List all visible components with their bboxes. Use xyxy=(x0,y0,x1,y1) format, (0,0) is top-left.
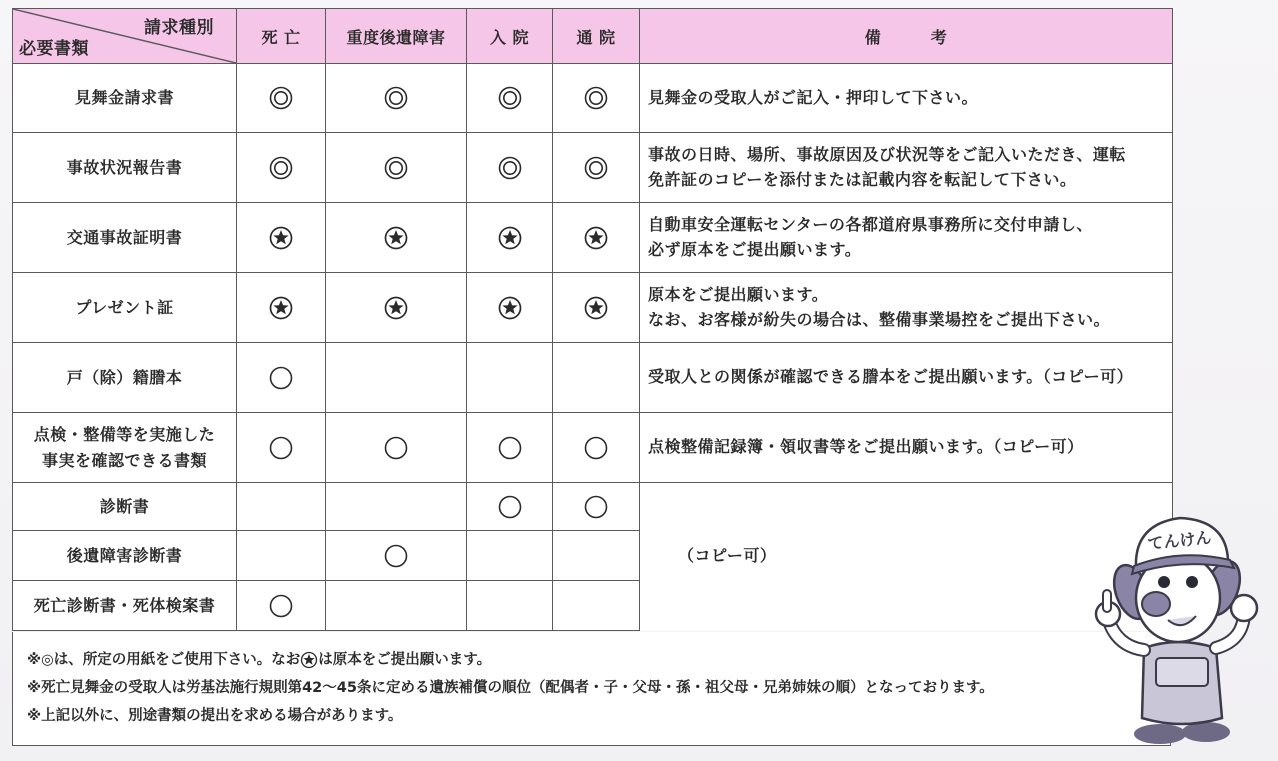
star-circle-icon xyxy=(498,296,522,320)
star-circle-icon xyxy=(584,296,608,320)
remark-text: 免許証のコピーを添付または記載内容を転記して下さい。 xyxy=(648,169,1077,189)
document-name: 戸（除）籍謄本 xyxy=(66,367,183,387)
remarks-cell xyxy=(640,413,1173,483)
table-header-row xyxy=(13,9,1173,64)
footer-note-1: ※◎は、所定の用紙をご使用下さい。なお は原本をご提出願います。 xyxy=(27,652,492,668)
document-name: 事故状況報告書 xyxy=(66,157,183,177)
star-circle-icon xyxy=(384,296,408,320)
circle-icon xyxy=(498,495,522,519)
circle-icon xyxy=(269,594,293,618)
document-name: 交通事故証明書 xyxy=(66,227,183,247)
requirement-mark-cell xyxy=(553,64,640,133)
requirement-mark-cell xyxy=(326,203,467,273)
col-death: 死 亡 xyxy=(237,9,326,64)
double-circle-icon xyxy=(584,156,608,180)
star-circle-icon xyxy=(498,226,522,250)
required-docs-label: 必要書類 xyxy=(19,39,89,59)
requirement-mark-cell xyxy=(326,483,467,531)
double-circle-icon xyxy=(384,156,408,180)
circle-icon xyxy=(384,544,408,568)
remarks-cell xyxy=(640,343,1173,413)
requirement-mark-cell xyxy=(237,64,326,133)
document-name: 後遺障害診断書 xyxy=(66,545,183,565)
requirement-mark-cell xyxy=(237,581,326,631)
remarks-cell xyxy=(640,203,1173,273)
remarks-cell xyxy=(640,133,1173,203)
document-name: 死亡診断書・死体検案書 xyxy=(33,595,216,615)
document-name: 点検・整備等を実施した xyxy=(33,424,216,444)
document-name-cell xyxy=(13,343,237,413)
remark-text: 受取人との関係が確認できる謄本をご提出願います。（コピー可） xyxy=(648,367,1134,387)
requirement-mark-cell xyxy=(553,343,640,413)
double-circle-icon xyxy=(498,156,522,180)
remarks-cell xyxy=(640,273,1173,343)
remark-text: 点検整備記録簿・領収書等をご提出願います。（コピー可） xyxy=(648,437,1084,457)
requirement-mark-cell xyxy=(467,413,553,483)
requirement-mark-cell xyxy=(553,413,640,483)
document-name: 診断書 xyxy=(99,496,150,516)
footer-note-2: ※死亡見舞金の受取人は労基法施行規則第42～45条に定める遺族補償の順位（配偶者・子・父母・孫・祖父母・兄弟姉妹の順）となっております。 xyxy=(27,680,994,696)
double-circle-icon xyxy=(498,86,522,110)
remark-text: なお、お客様が紛失の場合は、整備事業場控をご提出下さい。 xyxy=(648,309,1111,329)
remark-text: 見舞金の受取人がご記入・押印して下さい。 xyxy=(648,87,979,107)
footer-notes xyxy=(12,632,1171,746)
requirement-mark-cell xyxy=(326,343,467,413)
star-circle-icon xyxy=(300,651,318,669)
requirement-mark-cell xyxy=(237,531,326,581)
document-name-cell xyxy=(13,203,237,273)
circle-icon xyxy=(384,436,408,460)
circle-icon xyxy=(269,366,293,390)
remark-text: 自動車安全運転センターの各都道府県事務所に交付申請し、 xyxy=(648,214,1093,234)
requirement-mark-cell xyxy=(467,203,553,273)
required-documents-table xyxy=(12,8,1173,631)
document-name-cell xyxy=(13,133,237,203)
requirement-mark-cell xyxy=(237,343,326,413)
col-hospitalization: 入 院 xyxy=(467,9,553,64)
requirement-mark-cell xyxy=(553,531,640,581)
requirement-mark-cell xyxy=(326,531,467,581)
requirement-mark-cell xyxy=(467,273,553,343)
requirement-mark-cell xyxy=(553,581,640,631)
requirement-mark-cell xyxy=(237,483,326,531)
requirement-mark-cell xyxy=(467,343,553,413)
col-outpatient: 通 院 xyxy=(553,9,640,64)
col-remarks: 備 考 xyxy=(640,9,1173,64)
document-name-cell xyxy=(13,64,237,133)
requirement-mark-cell xyxy=(467,483,553,531)
document-name-cell xyxy=(13,273,237,343)
table-row xyxy=(13,203,1173,273)
requirement-mark-cell xyxy=(467,64,553,133)
table-row xyxy=(13,273,1173,343)
requirement-mark-cell xyxy=(326,413,467,483)
shared-remarks-cell xyxy=(640,483,1173,631)
requirement-mark-cell xyxy=(237,273,326,343)
circle-icon xyxy=(584,495,608,519)
requirement-mark-cell xyxy=(326,581,467,631)
table-row xyxy=(13,343,1173,413)
star-circle-icon xyxy=(269,296,293,320)
requirement-mark-cell xyxy=(237,203,326,273)
col-severe-disability: 重度後遺障害 xyxy=(326,9,467,64)
remark-text: （コピー可） xyxy=(678,546,777,566)
document-name-cell xyxy=(13,581,237,631)
table-row xyxy=(13,483,1173,531)
star-circle-icon xyxy=(584,226,608,250)
requirement-mark-cell xyxy=(326,64,467,133)
circle-icon xyxy=(269,436,293,460)
claim-type-label: 請求種別 xyxy=(144,18,214,38)
mascot-dog-illustration xyxy=(1094,508,1266,748)
double-circle-icon xyxy=(269,86,293,110)
requirement-mark-cell xyxy=(467,531,553,581)
mascot-cap-text: てんけん xyxy=(1146,527,1213,554)
double-circle-icon xyxy=(269,156,293,180)
requirement-mark-cell xyxy=(467,133,553,203)
table-row xyxy=(13,413,1173,483)
table-row xyxy=(13,133,1173,203)
requirement-mark-cell xyxy=(553,133,640,203)
remark-text: 事故の日時、場所、事故原因及び状況等をご記入いただき、運転 xyxy=(648,144,1126,164)
header-corner-cell xyxy=(13,9,237,64)
requirement-mark-cell xyxy=(467,581,553,631)
requirement-mark-cell xyxy=(553,273,640,343)
document-name: プレゼント証 xyxy=(75,297,174,317)
document-name-cell xyxy=(13,413,237,483)
footer-note-3: ※上記以外に、別途書類の提出を求める場合があります。 xyxy=(27,708,403,724)
document-name-cell xyxy=(13,531,237,581)
requirement-mark-cell xyxy=(553,203,640,273)
requirement-mark-cell xyxy=(326,133,467,203)
document-name: 事実を確認できる書類 xyxy=(41,450,207,470)
star-circle-icon xyxy=(269,226,293,250)
remark-text: 原本をご提出願います。 xyxy=(648,284,829,304)
star-circle-icon xyxy=(384,226,408,250)
table-row xyxy=(13,64,1173,133)
document-name: 見舞金請求書 xyxy=(74,88,174,108)
requirement-mark-cell xyxy=(237,413,326,483)
requirement-mark-cell xyxy=(326,273,467,343)
circle-icon xyxy=(584,436,608,460)
double-circle-icon xyxy=(384,86,408,110)
double-circle-icon xyxy=(584,86,608,110)
remarks-cell xyxy=(640,64,1173,133)
requirement-mark-cell xyxy=(237,133,326,203)
remark-text: 必ず原本をご提出願います。 xyxy=(648,239,862,259)
circle-icon xyxy=(498,436,522,460)
document-name-cell xyxy=(13,483,237,531)
requirement-mark-cell xyxy=(553,483,640,531)
